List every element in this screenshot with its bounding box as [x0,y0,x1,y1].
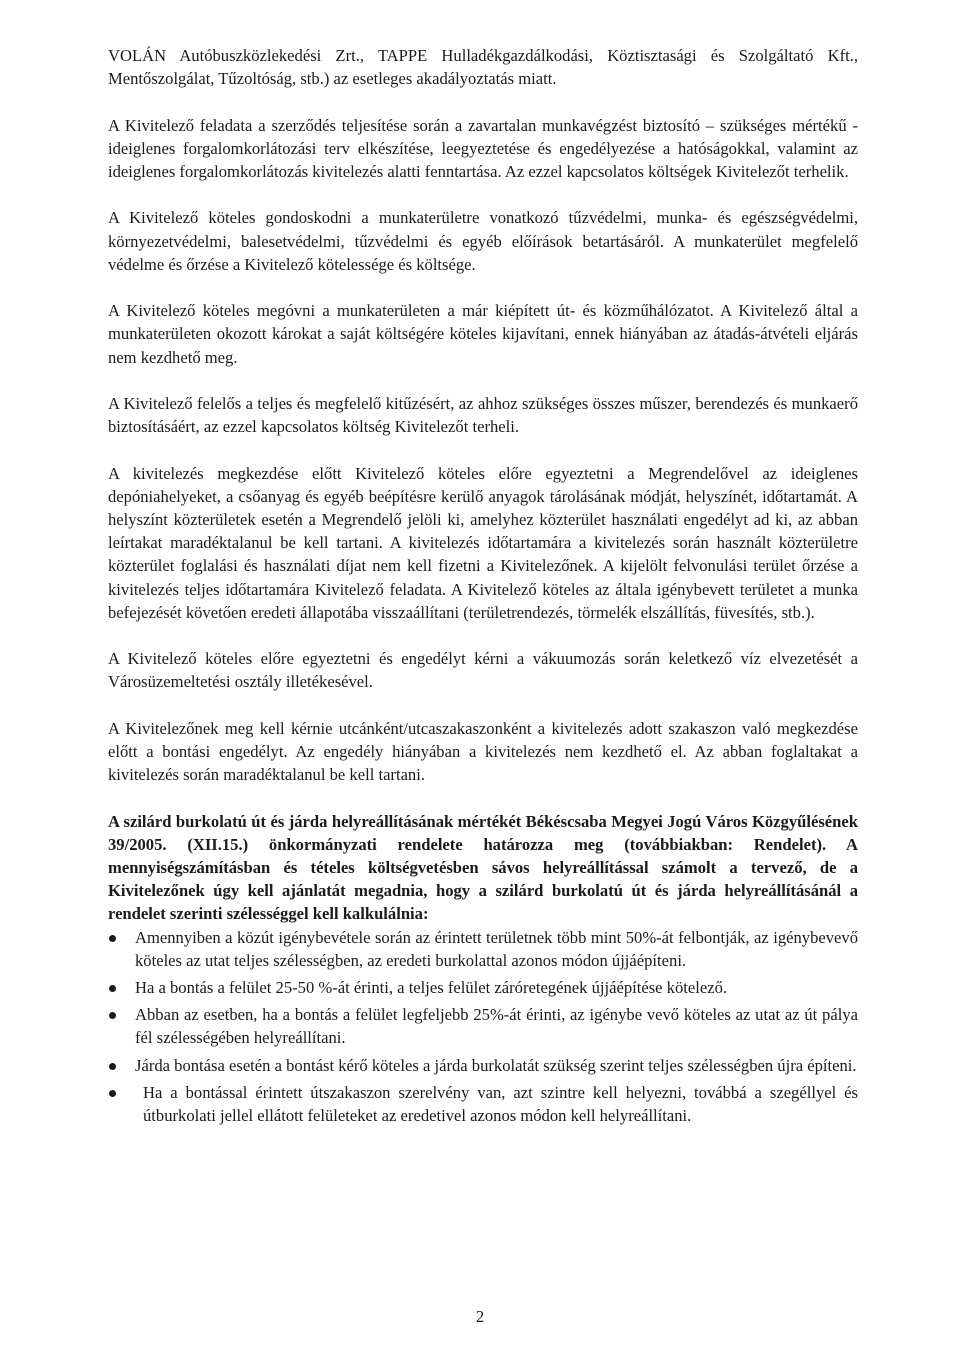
paragraph-permit: A Kivitelezőnek meg kell kérnie utcánként/utcaszakaszonként a kivitelezés adott szakaszon való megkezdése előtt a bontási engedélyt. Az engedély hiányában a kivitelezés nem kezdhető el. Az abban foglaltakat a kivitelezés során maradéktalanul be kell tartani. [108,718,858,785]
paragraph-staking: A Kivitelező felelős a teljes és megfelelő kitűzésért, az ahhoz szükséges összes műszer, berendezés és munkaerő biztosításáért, az ezzel kapcsolatos költség Kivitelezőt terheli. [108,393,858,437]
document-page [108,44,858,1131]
paragraph-water-drainage: A Kivitelező köteles előre egyeztetni és engedélyt kérni a vákuumozás során keletkező víz elvezetését a Városüzemeltetési osztály illetékesével. [108,649,858,692]
paragraph-depots: A kivitelezés megkezdése előtt Kivitelező köteles előre egyeztetni a Megrendelővel az ideiglenes depóniahelyeket, a csőanyag és egyéb beépítésre kerülő anyagok tárolásának módját, helyszínét, időtartamát. A helyszínt közterületek esetén a Megrendelő jelöli ki, amelyhez közterület használati engedélyt ad ki, az abban leírtakat maradéktalanul be kell tartani. A kivitelezés időtartamára a kivitelezés során használt közterületre közterület foglalási és használati díjat nem kell fizetni a Kivitelezőnek. A kijelölt felvonulási terület őrzése a kivitelezés teljes időtartamára Kivitelező feladata. A Kivitelező köteles az általa igénybevett területet a munka befejezését követően eredeti állapotába visszaállítani (területrendezés, törmelék elszállítás, füvesítés, stb.). [108,463,858,622]
bullet-list [108,926,858,1128]
list-item: Ha a bontással érintett útszakaszon szerelvény van, azt szintre kell helyezni, továbbá a szegéllyel és útburkolati jellel ellátott felületeket az eredetivel azonos módon kell helyreállítani. [108,1081,858,1127]
paragraph-safety: A Kivitelező köteles gondoskodni a munkaterületre vonatkozó tűzvédelmi, munka- és egészségvédelmi, környezetvédelmi, balesetvédelmi, tűzvédelmi és egyéb előírások betartásáról. A munkaterület megfelelő védelme és őrzése a Kivitelező kötelessége és költsége. [108,208,858,274]
paragraph-network-protection: A Kivitelező köteles megóvni a munkaterületen a már kiépített út- és közműhálózatot. A Kivitelező által a munkaterületen okozott károkat a saját költségére köteles kijavítani, ennek hiányában az átadás-átvételi eljárás nem kezdhető meg. [108,301,858,367]
bullet-icon [109,1012,116,1019]
list-item: Járda bontása esetén a bontást kérő köteles a járda burkolatát szükség szerint teljes szélességben újra építeni. [108,1054,858,1077]
bullet-icon [109,935,116,942]
list-item: Abban az esetben, ha a bontás a felület legfeljebb 25%-át érinti, az igénybe vevő köteles az utat az út pálya fél szélességében helyreállítani. [108,1003,858,1049]
list-item: Ha a bontás a felület 25-50 %-át érinti, a teljes felület záróretegének újjáépítése kötelező. [108,976,858,999]
paragraph-regulation: A szilárd burkolatú út és járda helyreállításának mértékét Békéscsaba Megyei Jogú Város Közgyűlésének 39/2005. (XII.15.) önkormányzati rendelete határozza meg (továbbiakban: Rendelet). A mennyiségszámításban és tételes költségvetésben sávos helyreállítással számolt a tervező, de a Kivitelezőnek úgy kell ajánlatát megadnia, hogy a szilárd burkolatú út és járda helyreállításánál a rendelet szerinti szélességgel kell kalkulálnia: [108,811,858,924]
list-item: Amennyiben a közút igénybevétele során az érintett területnek több mint 50%-át felbontják, az igénybevevő köteles az utat teljes szélességben, az eredeti burkolattal azonos módon újjáépíteni. [108,926,858,972]
paragraph-intro: VOLÁN Autóbuszközlekedési Zrt., TAPPE Hulladékgazdálkodási, Köztisztasági és Szolgáltató Kft., Mentőszolgálat, Tűzoltóság, stb.) az esetleges akadályoztatás miatt. [108,46,858,89]
bullet-icon [109,1063,116,1070]
paragraph-traffic-plan: A Kivitelező feladata a szerződés teljesítése során a zavartalan munkavégzést biztosító – szükséges mértékű - ideiglenes forgalomkorlátozási terv elkészítése, leegyeztetése és engedélyezése a hatóságokkal, valamint az ideiglenes forgalomkorlátozás kivitelezés alatti fenntartása. Az ezzel kapcsolatos költségek Kivitelezőt terhelik. [108,115,858,181]
bullet-icon [109,985,116,992]
bullet-icon [109,1090,116,1097]
page-number: 2 [475,1307,485,1326]
